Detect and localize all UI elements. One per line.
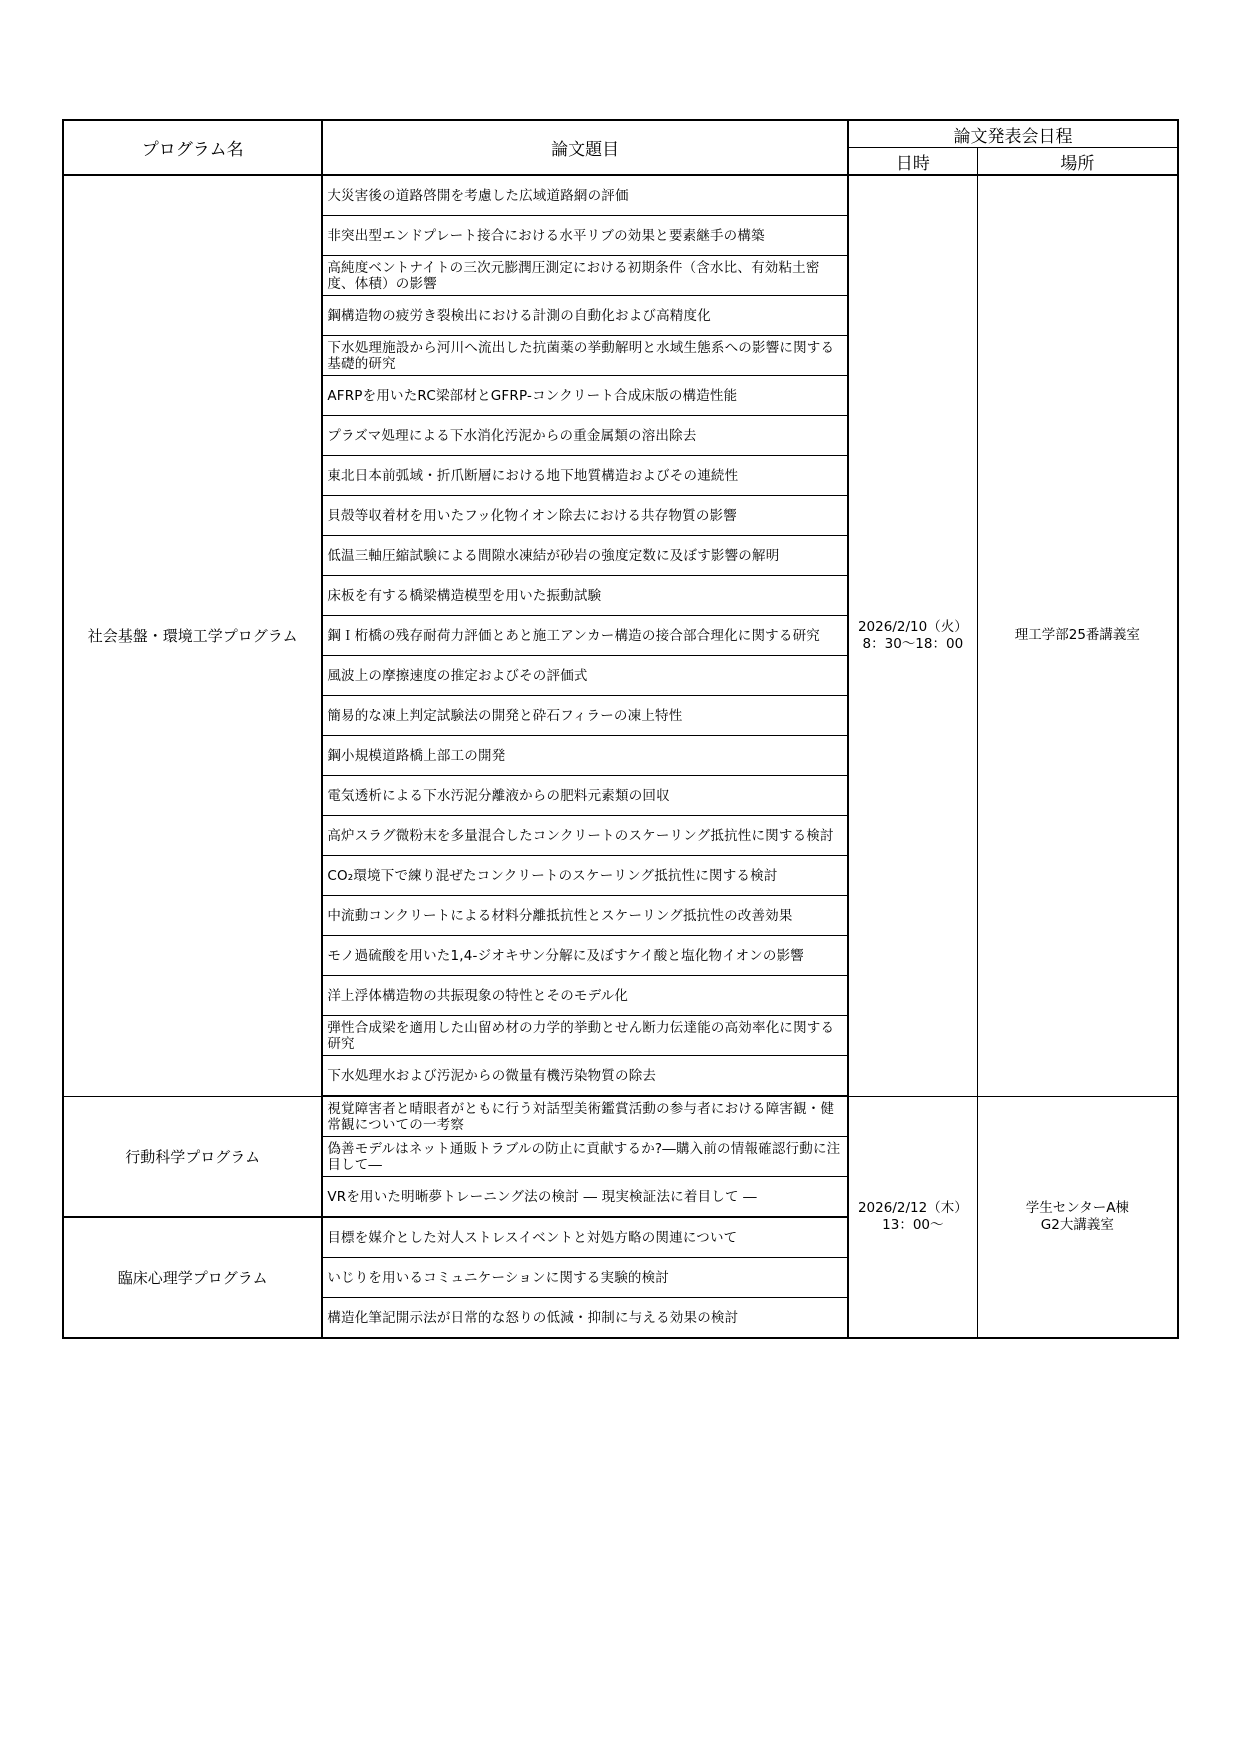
program-cell: 臨床心理学プログラム: [63, 1217, 322, 1338]
place-cell: [977, 1096, 1178, 1338]
thesis-title-cell: AFRPを用いたRC梁部材とGFRP-コンクリート合成床版の構造性能: [322, 376, 848, 416]
thesis-title-cell: 貝殻等収着材を用いたフッ化物イオン除去における共存物質の影響: [322, 496, 848, 536]
thesis-title-cell: 非突出型エンドプレート接合における水平リブの効果と要素継手の構築: [322, 216, 848, 256]
date-cell: [848, 175, 977, 1096]
program-name-header: プログラム名: [63, 120, 322, 175]
thesis-title-cell: 視覚障害者と晴眼者がともに行う対話型美術鑑賞活動の参与者における障害観・健常観についての一考察: [322, 1096, 848, 1137]
thesis-title-cell: 中流動コンクリートによる材料分離抵抗性とスケーリング抵抗性の改善効果: [322, 896, 848, 936]
place-cell: [977, 175, 1178, 1096]
time-text: 13：00～: [882, 1216, 944, 1233]
place-text: 理工学部25番講義室: [1014, 627, 1140, 644]
datetime-header: 日時: [848, 148, 977, 176]
thesis-title-cell: モノ過硫酸を用いた1,4-ジオキサン分解に及ぼすケイ酸と塩化物イオンの影響: [322, 936, 848, 976]
thesis-title-cell: 目標を媒介とした対人ストレスイベントと対処方略の関連について: [322, 1217, 848, 1258]
thesis-title-cell: 電気透析による下水汚泥分離液からの肥料元素類の回収: [322, 776, 848, 816]
thesis-title-cell: 下水処理施設から河川へ流出した抗菌薬の挙動解明と水域生態系への影響に関する基礎的研究: [322, 336, 848, 376]
place-text: 学生センターA棟: [1025, 1199, 1129, 1216]
thesis-title-cell: 下水処理水および汚泥からの微量有機汚染物質の除去: [322, 1056, 848, 1097]
thesis-title-cell: 高純度ベントナイトの三次元膨潤圧測定における初期条件（含水比、有効粘土密度、体積）の影響: [322, 256, 848, 296]
date-text: 2026/2/10（火）: [857, 618, 968, 635]
thesis-title-cell: 弾性合成梁を適用した山留め材の力学的挙動とせん断力伝達能の高効率化に関する研究: [322, 1016, 848, 1056]
thesis-title-cell: 鋼Ｉ桁橋の残存耐荷力評価とあと施工アンカー構造の接合部合理化に関する研究: [322, 616, 848, 656]
thesis-title-cell: 低温三軸圧縮試験による間隙水凍結が砂岩の強度定数に及ぼす影響の解明: [322, 536, 848, 576]
presentation-schedule-table: [62, 119, 1179, 1339]
thesis-title-cell: CO₂環境下で練り混ぜたコンクリートのスケーリング抵抗性に関する検討: [322, 856, 848, 896]
thesis-title-cell: 東北日本前弧域・折爪断層における地下地質構造およびその連続性: [322, 456, 848, 496]
time-text: 8：30～18：00: [862, 635, 964, 652]
thesis-title-cell: 構造化筆記開示法が日常的な怒りの低減・抑制に与える効果の検討: [322, 1298, 848, 1339]
program-cell: 行動科学プログラム: [63, 1096, 322, 1217]
thesis-title-header: 論文題目: [322, 120, 848, 175]
thesis-title-cell: 偽善モデルはネット通販トラブルの防止に貢献するか?―購入前の情報確認行動に注目して―: [322, 1137, 848, 1177]
program-cell: 社会基盤・環境工学プログラム: [63, 175, 322, 1096]
thesis-title-cell: 大災害後の道路啓開を考慮した広域道路網の評価: [322, 175, 848, 216]
date-text: 2026/2/12（木）: [857, 1199, 968, 1216]
place-room-text: G2大講義室: [1040, 1216, 1114, 1233]
thesis-title-cell: VRを用いた明晰夢トレーニング法の検討 ― 現実検証法に着目して ―: [322, 1177, 848, 1218]
thesis-title-cell: 高炉スラグ微粉末を多量混合したコンクリートのスケーリング抵抗性に関する検討: [322, 816, 848, 856]
thesis-title-cell: 風波上の摩擦速度の推定およびその評価式: [322, 656, 848, 696]
thesis-title-cell: いじりを用いるコミュニケーションに関する実験的検討: [322, 1258, 848, 1298]
place-header: 場所: [977, 148, 1178, 176]
thesis-title-cell: 鋼構造物の疲労き裂検出における計測の自動化および高精度化: [322, 296, 848, 336]
date-cell: [848, 1096, 977, 1338]
thesis-title-cell: プラズマ処理による下水消化汚泥からの重金属類の溶出除去: [322, 416, 848, 456]
schedule-header: 論文発表会日程: [848, 120, 1178, 148]
thesis-title-cell: 洋上浮体構造物の共振現象の特性とそのモデル化: [322, 976, 848, 1016]
thesis-title-cell: 簡易的な凍上判定試験法の開発と砕石フィラーの凍上特性: [322, 696, 848, 736]
thesis-title-cell: 床板を有する橋梁構造模型を用いた振動試験: [322, 576, 848, 616]
thesis-title-cell: 鋼小規模道路橋上部工の開発: [322, 736, 848, 776]
